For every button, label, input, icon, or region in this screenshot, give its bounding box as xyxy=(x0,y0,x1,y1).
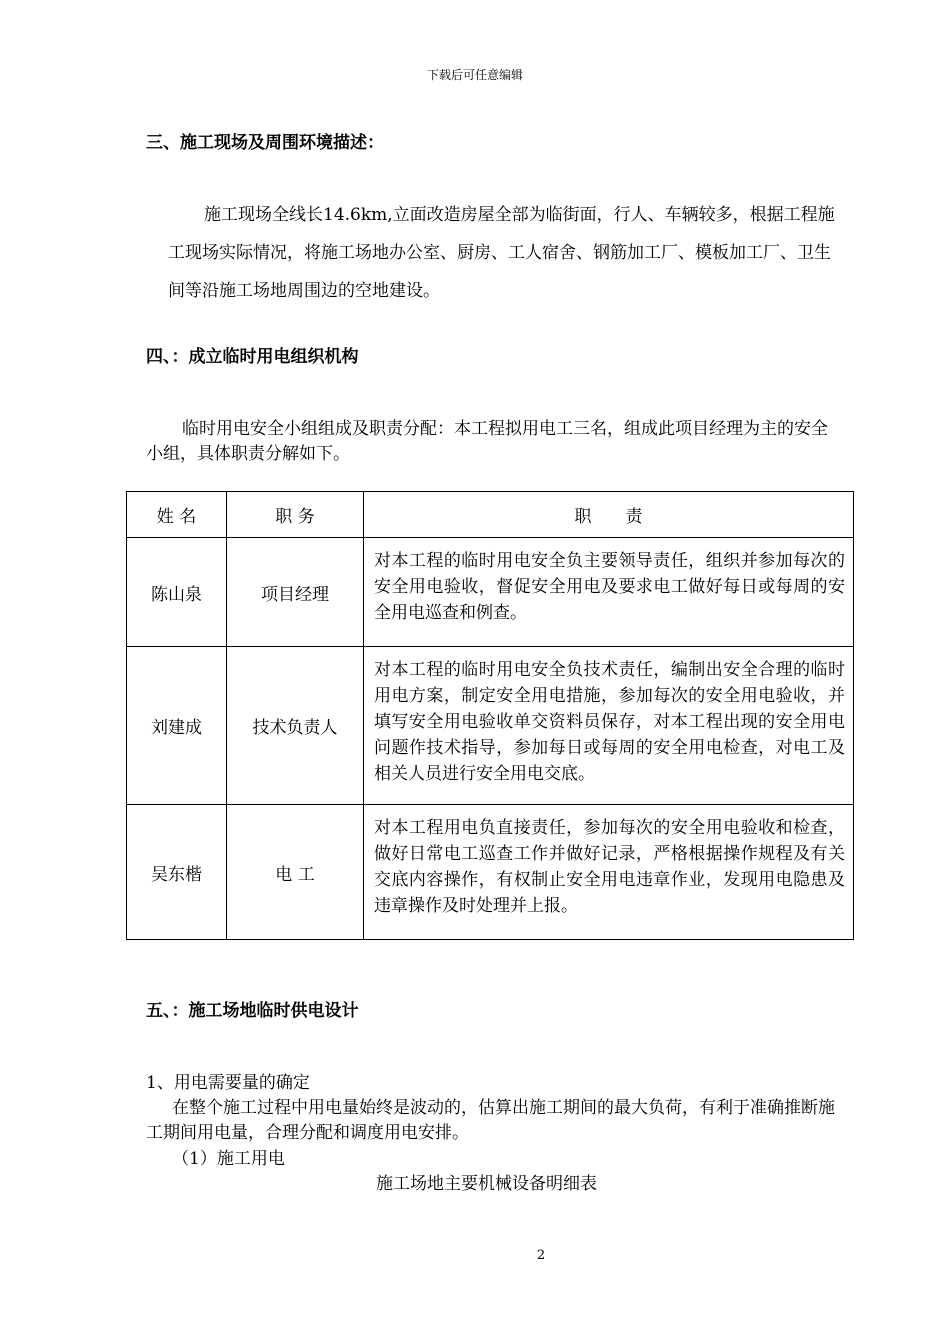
row-position: 项目经理 xyxy=(227,538,364,647)
section-3-paragraph: 施工现场全线长14.6km,立面改造房屋全部为临街面，行人、车辆较多，根据工程施工现场实际情况，将施工场地办公室、厨房、工人宿舍、钢筋加工厂、模板加工厂、卫生间等沿施工场地周围边的空地建设。 xyxy=(168,205,835,301)
table-row xyxy=(127,647,854,805)
section-4-paragraph: 临时用电安全小组组成及职责分配：本工程拟用电工三名，组成此项目经理为主的安全小组，具体职责分解如下。 xyxy=(146,419,828,464)
table-row xyxy=(127,805,854,940)
header-name: 姓 名 xyxy=(127,492,227,538)
table-row xyxy=(127,538,854,647)
row-duty: 对本工程用电负直接责任，参加每次的安全用电验收和检查，做好日常电工巡查工作并做好记录，严格根据操作规程及有关交底内容操作，有权制止安全用电违章作业，发现用电隐患及违章操作及时处理并上报。 xyxy=(364,805,854,940)
section-3-heading: 三、施工现场及周围环境描述： xyxy=(146,133,384,153)
section-5-paragraph: 在整个施工过程中用电量始终是波动的，估算出施工期间的最大负荷，有利于准确推断施工期间用电量，合理分配和调度用电安排。 xyxy=(146,1098,835,1143)
row-duty: 对本工程的临时用电安全负技术责任，编制出安全合理的临时用电方案，制定安全用电措施，参加每次的安全用电验收，并填写安全用电验收单交资料员保存，对本工程出现的安全用电问题作技术指导，参加每日或每周的安全用电检查，对电工及相关人员进行安全用电交底。 xyxy=(364,647,854,805)
row-position: 技术负责人 xyxy=(227,647,364,805)
table-header-row xyxy=(127,492,854,538)
section-5-heading: 五、：施工场地临时供电设计 xyxy=(146,1001,359,1021)
section-5-item: （1）施工用电 xyxy=(172,1149,285,1169)
row-position: 电 工 xyxy=(227,805,364,940)
section-5-subheading: 1、用电需要量的确定 xyxy=(146,1073,310,1093)
row-name: 吴东楷 xyxy=(127,805,227,940)
table-caption: 施工场地主要机械设备明细表 xyxy=(376,1174,597,1194)
row-duty: 对本工程的临时用电安全负主要领导责任，组织并参加每次的安全用电验收，督促安全用电及要求电工做好每日或每周的安全用电巡查和例查。 xyxy=(364,538,854,647)
header-position: 职 务 xyxy=(227,492,364,538)
section-4-heading: 四、：成立临时用电组织机构 xyxy=(146,347,359,367)
row-name: 陈山泉 xyxy=(127,538,227,647)
header-duty: 职 责 xyxy=(364,492,854,538)
row-name: 刘建成 xyxy=(127,647,227,805)
page-header-note: 下载后可任意编辑 xyxy=(426,68,523,82)
responsibility-table xyxy=(126,491,854,940)
page-number: 2 xyxy=(536,1248,546,1263)
